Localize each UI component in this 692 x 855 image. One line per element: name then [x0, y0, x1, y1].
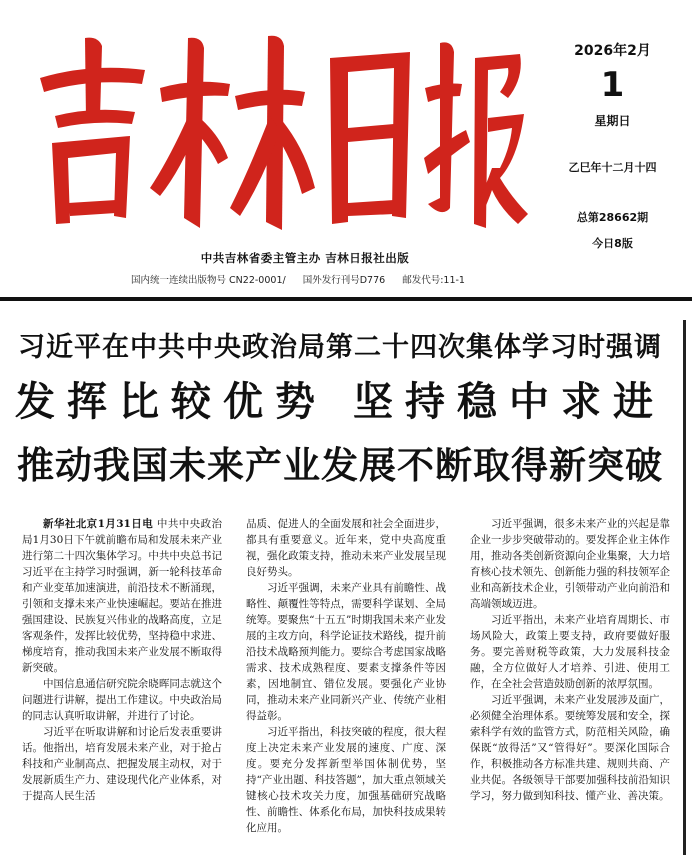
- article-text: 中共中央政治局1月30日下午就前瞻布局和发展未来产业进行第二十四次集体学习。中共中央总书记习近平在主持学习时强调，新一轮科技革命和产业变革加速演进，前沿技术不断涌现，引领和支撑未来产业快速崛起。要站在推进强国建设、民族复兴伟业的战略高度，立足客观条件，发挥比较优势，坚持稳中求进、梯度培育，推动我国未来产业发展不断取得新突破。: [22, 518, 223, 674]
- sponsor-line: 中共吉林省委主管主办 吉林日报社出版: [200, 251, 410, 265]
- page-count: 今日8版: [592, 237, 633, 250]
- article-column-1: [22, 516, 222, 804]
- masthead-divider: [0, 297, 692, 301]
- headline-main: 发挥比较优势 坚持稳中求进: [15, 379, 665, 425]
- date-day: 1: [600, 65, 625, 105]
- article-paragraph: 中国信息通信研究院余晓晖同志就这个问题进行讲解，提出工作建议。中央政治局的同志认真听取讲解，并进行了讨论。: [22, 678, 222, 722]
- article-dateline: 新华社北京1月31日电: [43, 518, 154, 530]
- article-paragraph: 习近平强调，未来产业发展涉及面广，必须健全治理体系。要统筹发展和安全，探索科学有效的监管方式，防范相关风险，确保既“放得活”又“管得好”。要深化国际合作，积极推动各方标准共建、规则共商、产业共促。各级领导干部要加强科技前沿知识学习，努力做到知科技、懂产业、善决策。: [470, 694, 670, 802]
- headline-block: [0, 325, 680, 489]
- publisher-info: [95, 250, 515, 286]
- postal-code: 邮发代号:11-1: [402, 275, 465, 286]
- cn-number: 国内统一连续出版物号 CN22-0001/: [131, 275, 286, 286]
- registration-line: [95, 272, 515, 286]
- foreign-code: 国外发行刊号D776: [302, 275, 386, 286]
- masthead: [0, 0, 692, 300]
- article-paragraph: 品质、促进人的全面发展和社会全面进步，都具有重要意义。近年来，党中央高度重视，强化政策支持，推动未来产业发展呈现良好势头。: [246, 518, 446, 578]
- article-paragraph: 习近平在听取讲解和讨论后发表重要讲话。他指出，培育发展未来产业，对于抢占科技和产业制高点、把握发展主动权，对于发展新质生产力、建设现代化产业体系，对于提高人民生活: [22, 726, 222, 802]
- headline-kicker: 习近平在中共中央政治局第二十四次集体学习时强调: [18, 332, 662, 363]
- headline-sub: 推动我国未来产业发展不断取得新突破: [17, 444, 663, 487]
- article-paragraph: 习近平强调，很多未来产业的兴起是靠企业一步步突破带动的。要发挥企业主体作用，推动各类创新资源向企业集聚，大力培育核心技术领先、创新能力强的科技领军企业和高新技术企业，引领带动产业向前沿和高端领域迈进。: [470, 518, 670, 610]
- date-box: [545, 40, 680, 251]
- date-weekday: 星期日: [594, 114, 631, 128]
- article-column-3: [470, 516, 670, 804]
- issue-number: 总第28662期: [576, 211, 649, 224]
- newspaper-logo: [30, 18, 530, 233]
- article-paragraph: 习近平指出，科技突破的程度，很大程度上决定未来产业发展的速度、广度、深度。要充分发挥新型举国体制优势，坚持“产业出题、科技答题”，加大重点领域关键核心技术攻关力度，加强基础研究战略性、前瞻性、体系化布局，加快科技成果转化应用。: [246, 726, 446, 834]
- article-paragraph: 习近平指出，未来产业培育周期长、市场风险大，政策上要支持，政府要做好服务。要完善财税等政策，大力发展科技金融，全方位做好人才培养、引进、使用工作，在全社会营造鼓励创新的浓厚氛围。: [470, 614, 670, 690]
- article-paragraph: 习近平强调，未来产业具有前瞻性、战略性、颠覆性等特点，需要科学谋划、全局统筹。要聚焦“十五五”时期我国未来产业发展的主攻方向，科学论证技术路线，提升前沿技术战略预判能力。要综合考虑国家战略需求、技术成熟程度、要素支撑条件等因素，因地制宜、错位发展。要强化产业协同，推动未来产业同新兴产业、传统产业相得益彰。: [246, 582, 446, 722]
- page-border-right: [683, 320, 686, 855]
- logo-calligraphy-icon: [30, 18, 530, 233]
- date-year-month: 2026年2月: [574, 43, 651, 59]
- date-lunar: 乙巳年十二月十四: [568, 161, 657, 174]
- article-column-2: [246, 516, 446, 836]
- article-paragraph: [22, 516, 222, 676]
